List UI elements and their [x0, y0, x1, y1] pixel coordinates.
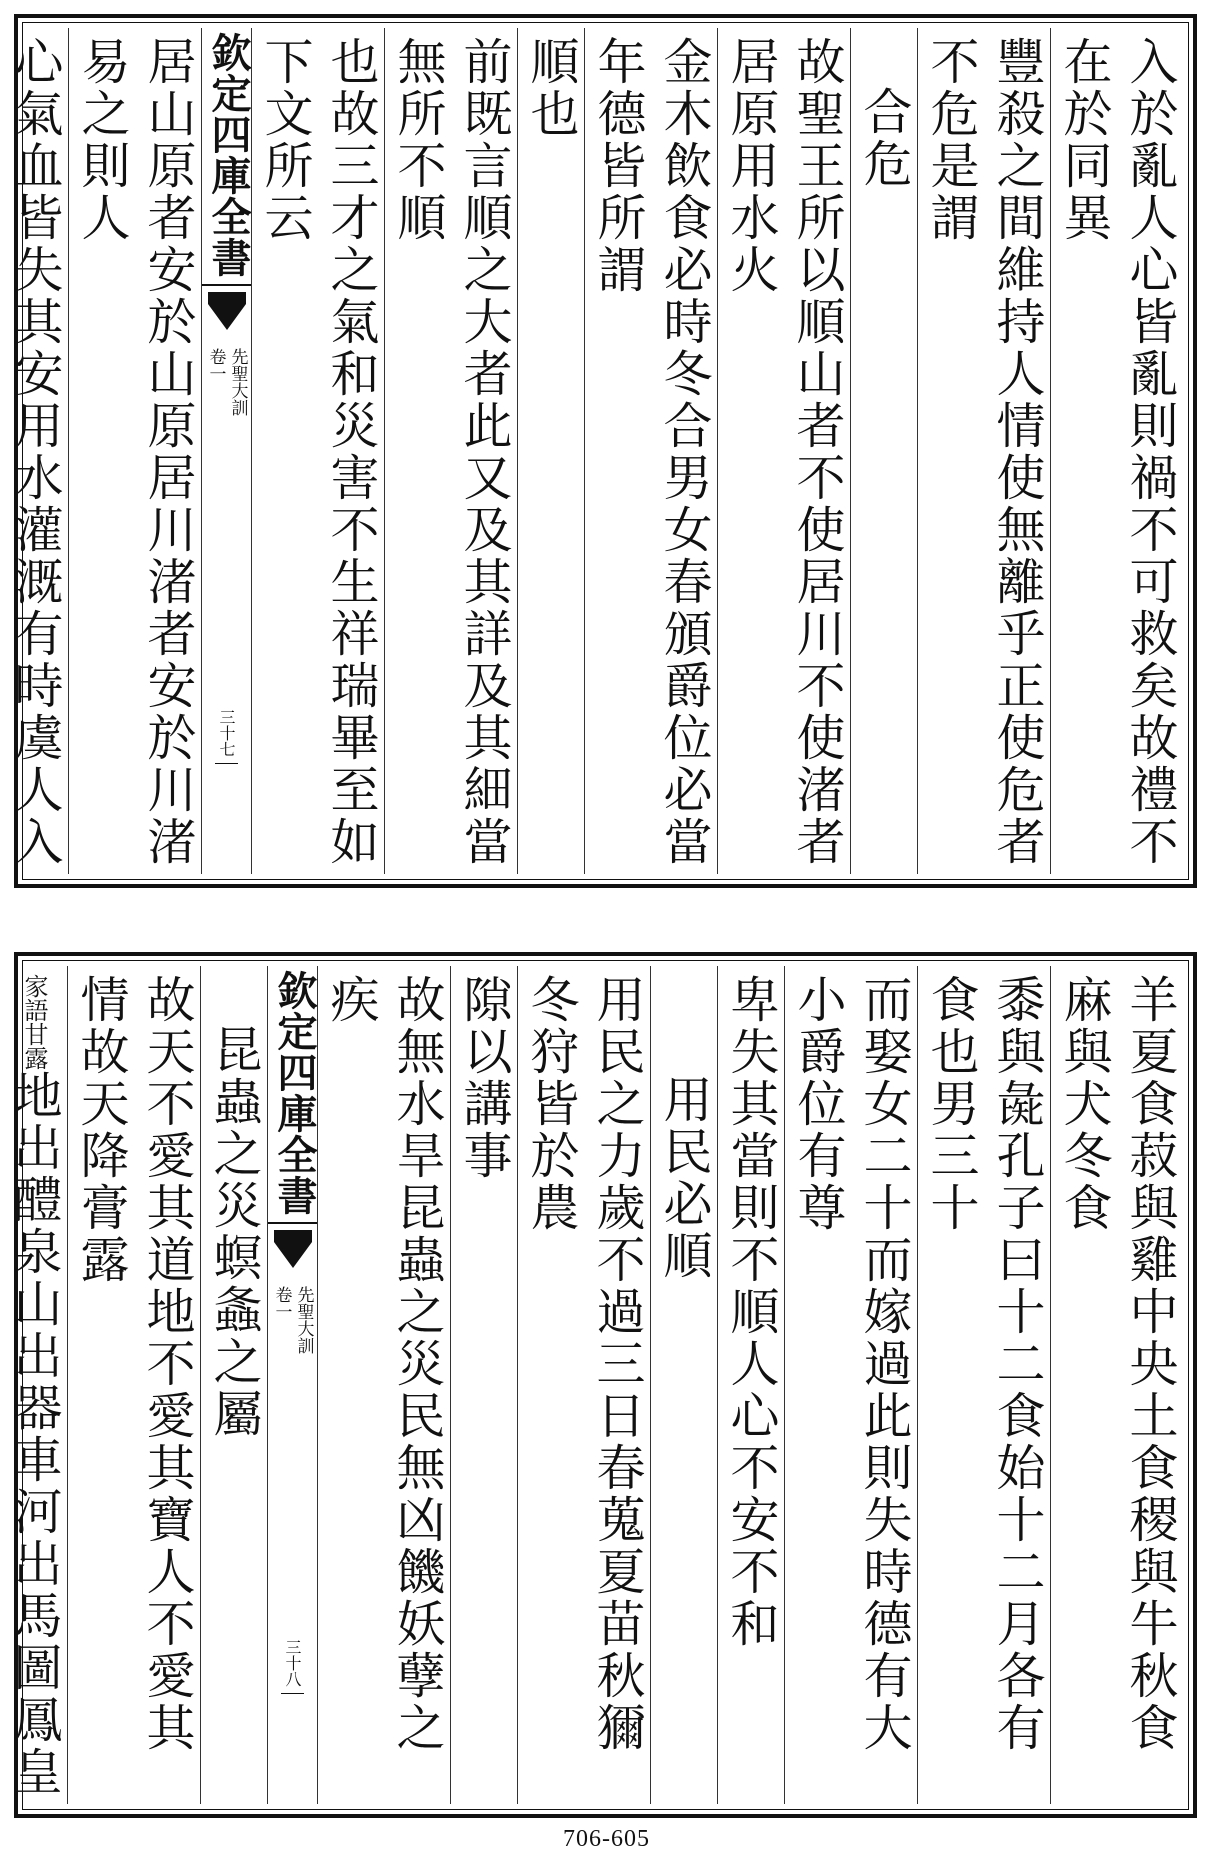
text-column: 故天不愛其道地不愛其寶人不愛其情故天降膏露	[67, 966, 200, 1804]
banner-book-info	[206, 348, 248, 416]
banner-volume: 卷一	[271, 1286, 292, 1320]
bottom-page-frame	[6, 952, 1197, 1818]
text-column: 合危	[850, 28, 917, 874]
text-run: 地出醴泉山出器車河出馬圖鳳皇	[6, 1070, 63, 1798]
text-column: 昆蟲之災螟螽之屬	[200, 966, 267, 1804]
text-column: 順也	[517, 28, 584, 874]
center-banner	[201, 28, 251, 874]
text-column: 用民之力歲不過三日春蒐夏苗秋獮冬狩皆於農	[517, 966, 650, 1804]
text-column: 隙以講事	[450, 966, 517, 1804]
text-column: 也故三才之氣和災害不生祥瑞畢至如下文所云	[251, 28, 384, 874]
banner-book-name: 先聖大訓	[293, 1286, 314, 1354]
text-column: 故無水旱昆蟲之災民無凶饑妖孽之疾	[317, 966, 450, 1804]
text-column: 卑失其當則不順人心不安不和	[717, 966, 784, 1804]
text-column: 而娶女二十而嫁過此則失時德有大小爵位有尊	[784, 966, 917, 1804]
banner-book-info	[272, 1286, 314, 1354]
fish-tail-ornament-icon	[208, 292, 246, 336]
text-column: 居山原者安於山原居川渚者安於川渚易之則人	[68, 28, 201, 874]
text-column: 豐殺之間維持人情使無離乎正使危者不危是謂	[917, 28, 1050, 874]
text-column: 入於亂人心皆亂則禍不可救矣故禮不在於同異	[1050, 28, 1183, 874]
text-column: 心氣血皆失其安用水灌溉有時虞人入	[0, 28, 68, 874]
annotation-note: 家語甘露	[20, 974, 48, 1070]
banner-title: 欽定四庫全書	[202, 28, 251, 286]
banner-book-name: 先聖大訓	[227, 348, 248, 416]
text-column: 前既言順之大者此又及其詳及其細當無所不順	[384, 28, 517, 874]
banner-volume: 卷一	[205, 348, 226, 382]
center-banner	[267, 966, 317, 1804]
page-number: 706-605	[563, 1826, 650, 1852]
text-column: 黍與彘孔子曰十二食始十二月各有食也男三十	[917, 966, 1050, 1804]
text-column: 金木飲食必時冬合男女春頒爵位必當年德皆所謂	[584, 28, 717, 874]
banner-page-number: 三十八	[281, 1639, 304, 1694]
text-column-with-note	[0, 966, 67, 1804]
text-column: 羊夏食菽與雞中央土食稷與牛秋食麻與犬冬食	[1050, 966, 1183, 1804]
banner-page-number: 三十七	[215, 709, 238, 764]
banner-title: 欽定四庫全書	[268, 966, 317, 1224]
text-column: 故聖王所以順山者不使居川不使渚者居原用水火	[717, 28, 850, 874]
top-page-frame	[7, 14, 1197, 888]
fish-tail-ornament-icon	[274, 1230, 312, 1274]
text-column: 用民必順	[650, 966, 717, 1804]
